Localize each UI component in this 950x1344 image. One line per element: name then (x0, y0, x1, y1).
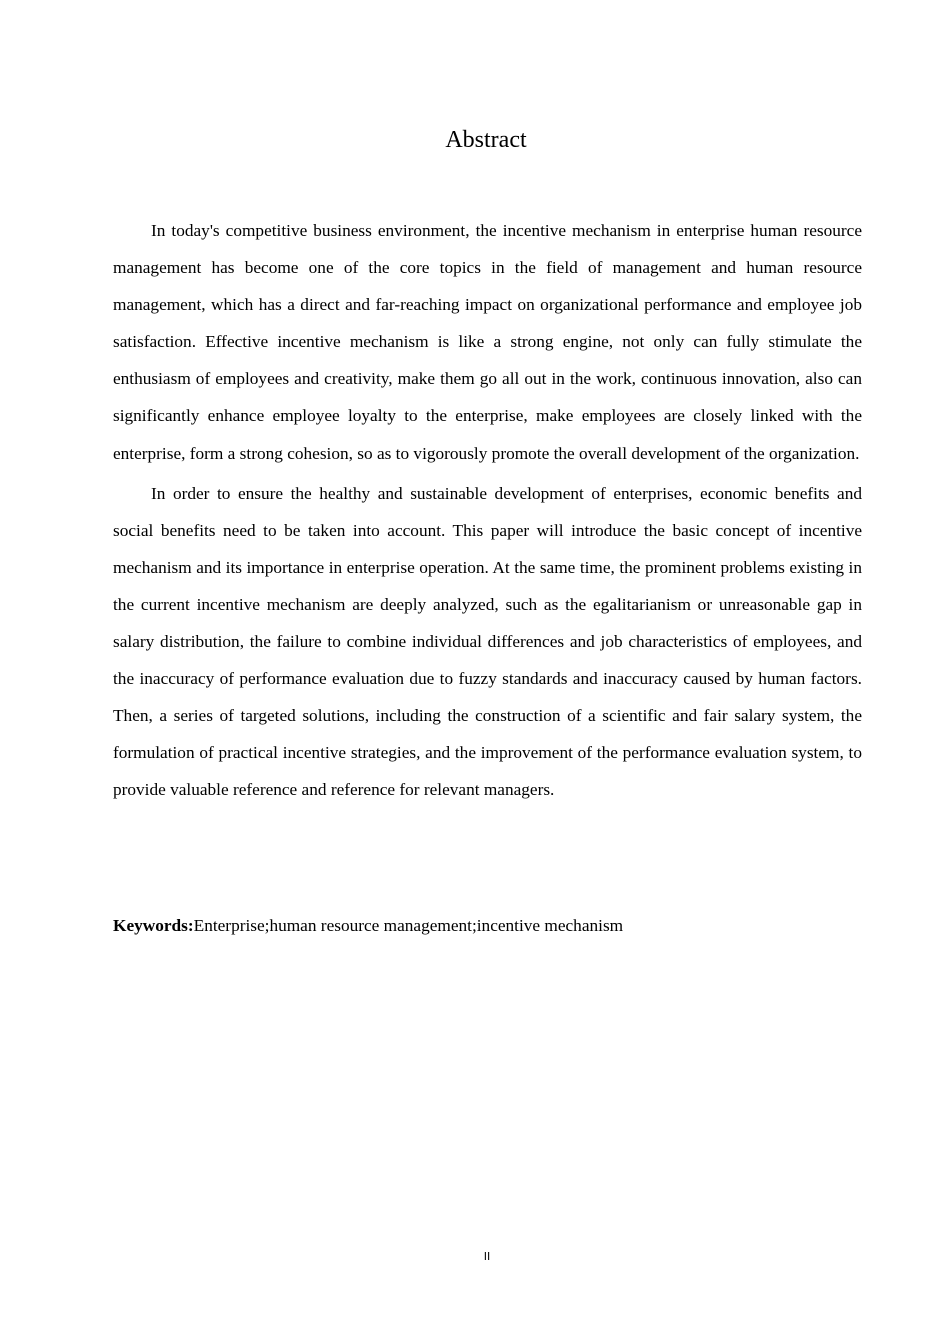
abstract-body (113, 212, 862, 812)
abstract-paragraph-2: In order to ensure the healthy and sustainable development of enterprises, economic benefits and social benefits need to be taken into account. This paper will introduce the basic concept of incentive mechanism and its importance in enterprise operation. At the same time, the prominent problems existing in the current incentive mechanism are deeply analyzed, such as the egalitarianism or unreasonable gap in salary distribution, the failure to combine individual differences and job characteristics of employees, and the inaccuracy of performance evaluation due to fuzzy standards and inaccuracy caused by human factors. Then, a series of targeted solutions, including the construction of a scientific and fair salary system, the formulation of practical incentive strategies, and the improvement of the performance evaluation system, to provide valuable reference and reference for relevant managers. (113, 483, 862, 800)
keywords-label: Keywords: (113, 916, 194, 935)
page-number: II (483, 1250, 491, 1263)
abstract-paragraph-1: In today's competitive business environment, the incentive mechanism in enterprise human resource management has become one of the core topics in the field of management and human resource management, which has a direct and far-reaching impact on organizational performance and employee job satisfaction. Effective incentive mechanism is like a strong engine, not only can fully stimulate the enthusiasm of employees and creativity, make them go all out in the work, continuous innovation, also can significantly enhance employee loyalty to the enterprise, make employees are closely linked with the enterprise, form a strong cohesion, so as to vigorously promote the overall development of the organization. (113, 221, 862, 463)
keywords-value: Enterprise;human resource management;incentive mechanism (193, 916, 624, 935)
page-title: Abstract (445, 127, 527, 153)
keywords-line (113, 910, 862, 942)
